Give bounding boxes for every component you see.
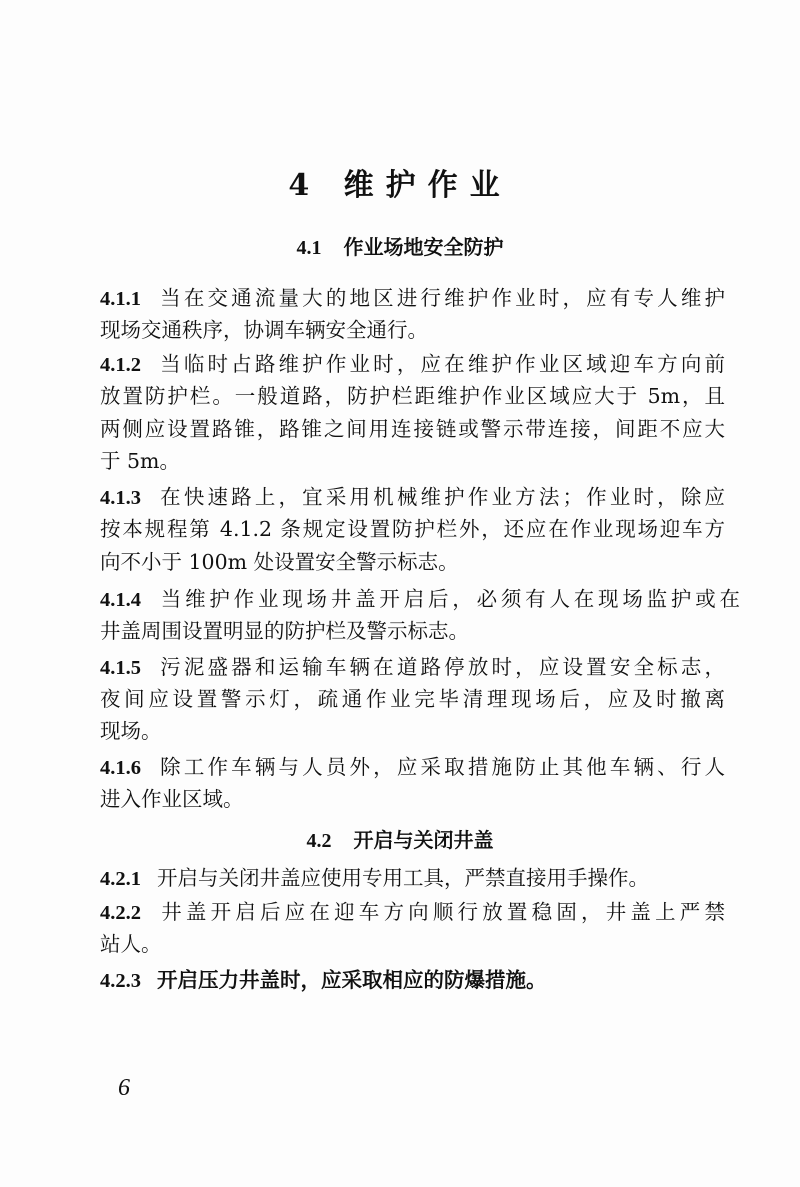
section-title: 开启与关闭井盖	[353, 828, 494, 852]
clause-number: 4.2.2	[100, 902, 141, 924]
clause-4-1-5	[100, 653, 725, 682]
page-number: 6	[118, 1075, 130, 1101]
clause-4-1-6	[100, 753, 725, 782]
clause-number: 4.1.2	[100, 354, 141, 376]
clause-number: 4.1.3	[100, 487, 141, 509]
clause-text: 当临时占路维护作业时，应在维护作业区域迎车方向前	[157, 352, 725, 376]
clause-text: 开启与关闭井盖应使用专用工具，严禁直接用手操作。	[157, 866, 649, 890]
section-number: 4.2	[306, 830, 332, 852]
clause-line: 现场交通秩序，协调车辆安全通行。	[100, 318, 428, 342]
clause-number: 4.1.1	[100, 288, 141, 310]
section-number: 4.1	[296, 237, 322, 259]
chapter-title: 4 维护作业	[288, 168, 512, 203]
section-heading-4-1	[0, 231, 800, 260]
clause-text: 开启压力井盖时，应采取相应的防爆措施。	[157, 968, 547, 992]
clause-number: 4.2.1	[100, 868, 141, 890]
clause-text: 在快速路上，宜采用机械维护作业方法；作业时，除应	[157, 485, 725, 509]
clause-line: 夜间应设置警示灯，疏通作业完毕清理现场后，应及时撤离	[100, 687, 725, 711]
clause-4-1-3	[100, 483, 725, 512]
clause-4-2-1	[100, 864, 725, 893]
clause-text: 除工作车辆与人员外，应采取措施防止其他车辆、行人	[157, 755, 725, 779]
clause-4-2-2	[100, 898, 725, 927]
section-heading-4-2	[0, 824, 800, 853]
clause-line: 进入作业区域。	[100, 787, 244, 811]
clause-4-1-2	[100, 350, 725, 379]
clause-line: 站人。	[100, 932, 162, 956]
clause-line: 向不小于 100m 处设置安全警示标志。	[100, 550, 459, 574]
clause-4-1-1	[100, 284, 725, 313]
clause-line: 放置防护栏。一般道路，防护栏距维护作业区域应大于 5m，且	[100, 384, 725, 408]
clause-line: 井盖周围设置明显的防护栏及警示标志。	[100, 619, 469, 643]
clause-line: 两侧应设置路锥，路锥之间用连接链或警示带连接，间距不应大	[100, 417, 725, 441]
clause-line: 现场。	[100, 719, 162, 743]
clause-number: 4.1.6	[100, 757, 141, 779]
clause-text: 当在交通流量大的地区进行维护作业时，应有专人维护	[157, 286, 725, 310]
clause-text: 当维护作业现场井盖开启后，必须有人在现场监护或在	[157, 587, 740, 611]
clause-text: 污泥盛器和运输车辆在道路停放时，应设置安全标志，	[157, 655, 725, 679]
section-title: 作业场地安全防护	[343, 235, 504, 259]
clause-line: 于 5m。	[100, 449, 180, 473]
clause-text: 井盖开启后应在迎车方向顺行放置稳固，井盖上严禁	[157, 900, 725, 924]
clause-number: 4.2.3	[100, 970, 141, 992]
clause-4-2-3	[100, 966, 725, 995]
clause-number: 4.1.4	[100, 589, 141, 611]
clause-4-1-4	[100, 585, 740, 614]
clause-line: 按本规程第 4.1.2 条规定设置防护栏外，还应在作业现场迎车方	[100, 517, 725, 541]
clause-number: 4.1.5	[100, 657, 141, 679]
